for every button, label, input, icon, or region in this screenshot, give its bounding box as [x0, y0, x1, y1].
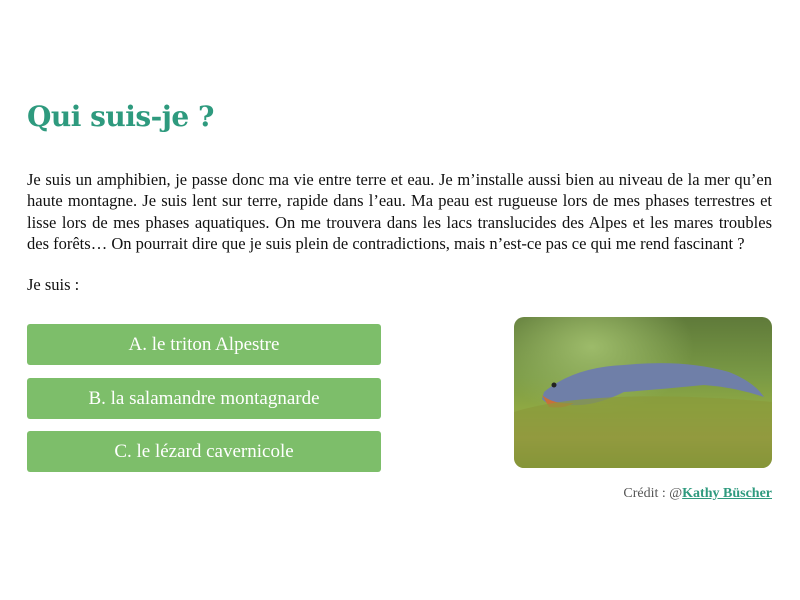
page-title: Qui suis-je ? — [27, 100, 214, 133]
answer-a-button[interactable]: A. le triton Alpestre — [27, 324, 381, 365]
photo-credit — [623, 486, 772, 502]
answer-prompt: Je suis : — [27, 275, 80, 294]
riddle-text: Je suis un amphibien, je passe donc ma vie entre terre et eau. Je m’installe aussi bien au niveau de la mer qu’en haute montagne. Je suis lent sur terre, rapide dans l’eau. Ma peau est rugueuse lors de mes phases terrestres et lisse lors de mes phases aquatiques. On me trouvera dans les lacs translucides des Alpes et les mares troubles des forêts… On pourrait dire que je suis plein de contradictions, mais n’est-ce pas ce qui me rend fascinant ? — [27, 170, 772, 253]
answer-c-button[interactable]: C. le lézard cavernicole — [27, 431, 381, 472]
answer-b-button[interactable]: B. la salamandre montagnarde — [27, 378, 381, 419]
newt-illustration — [514, 317, 772, 468]
newt-photo — [514, 317, 772, 468]
credit-author-link[interactable]: Kathy Büscher — [682, 486, 772, 501]
credit-prefix: Crédit : @ — [623, 486, 683, 501]
